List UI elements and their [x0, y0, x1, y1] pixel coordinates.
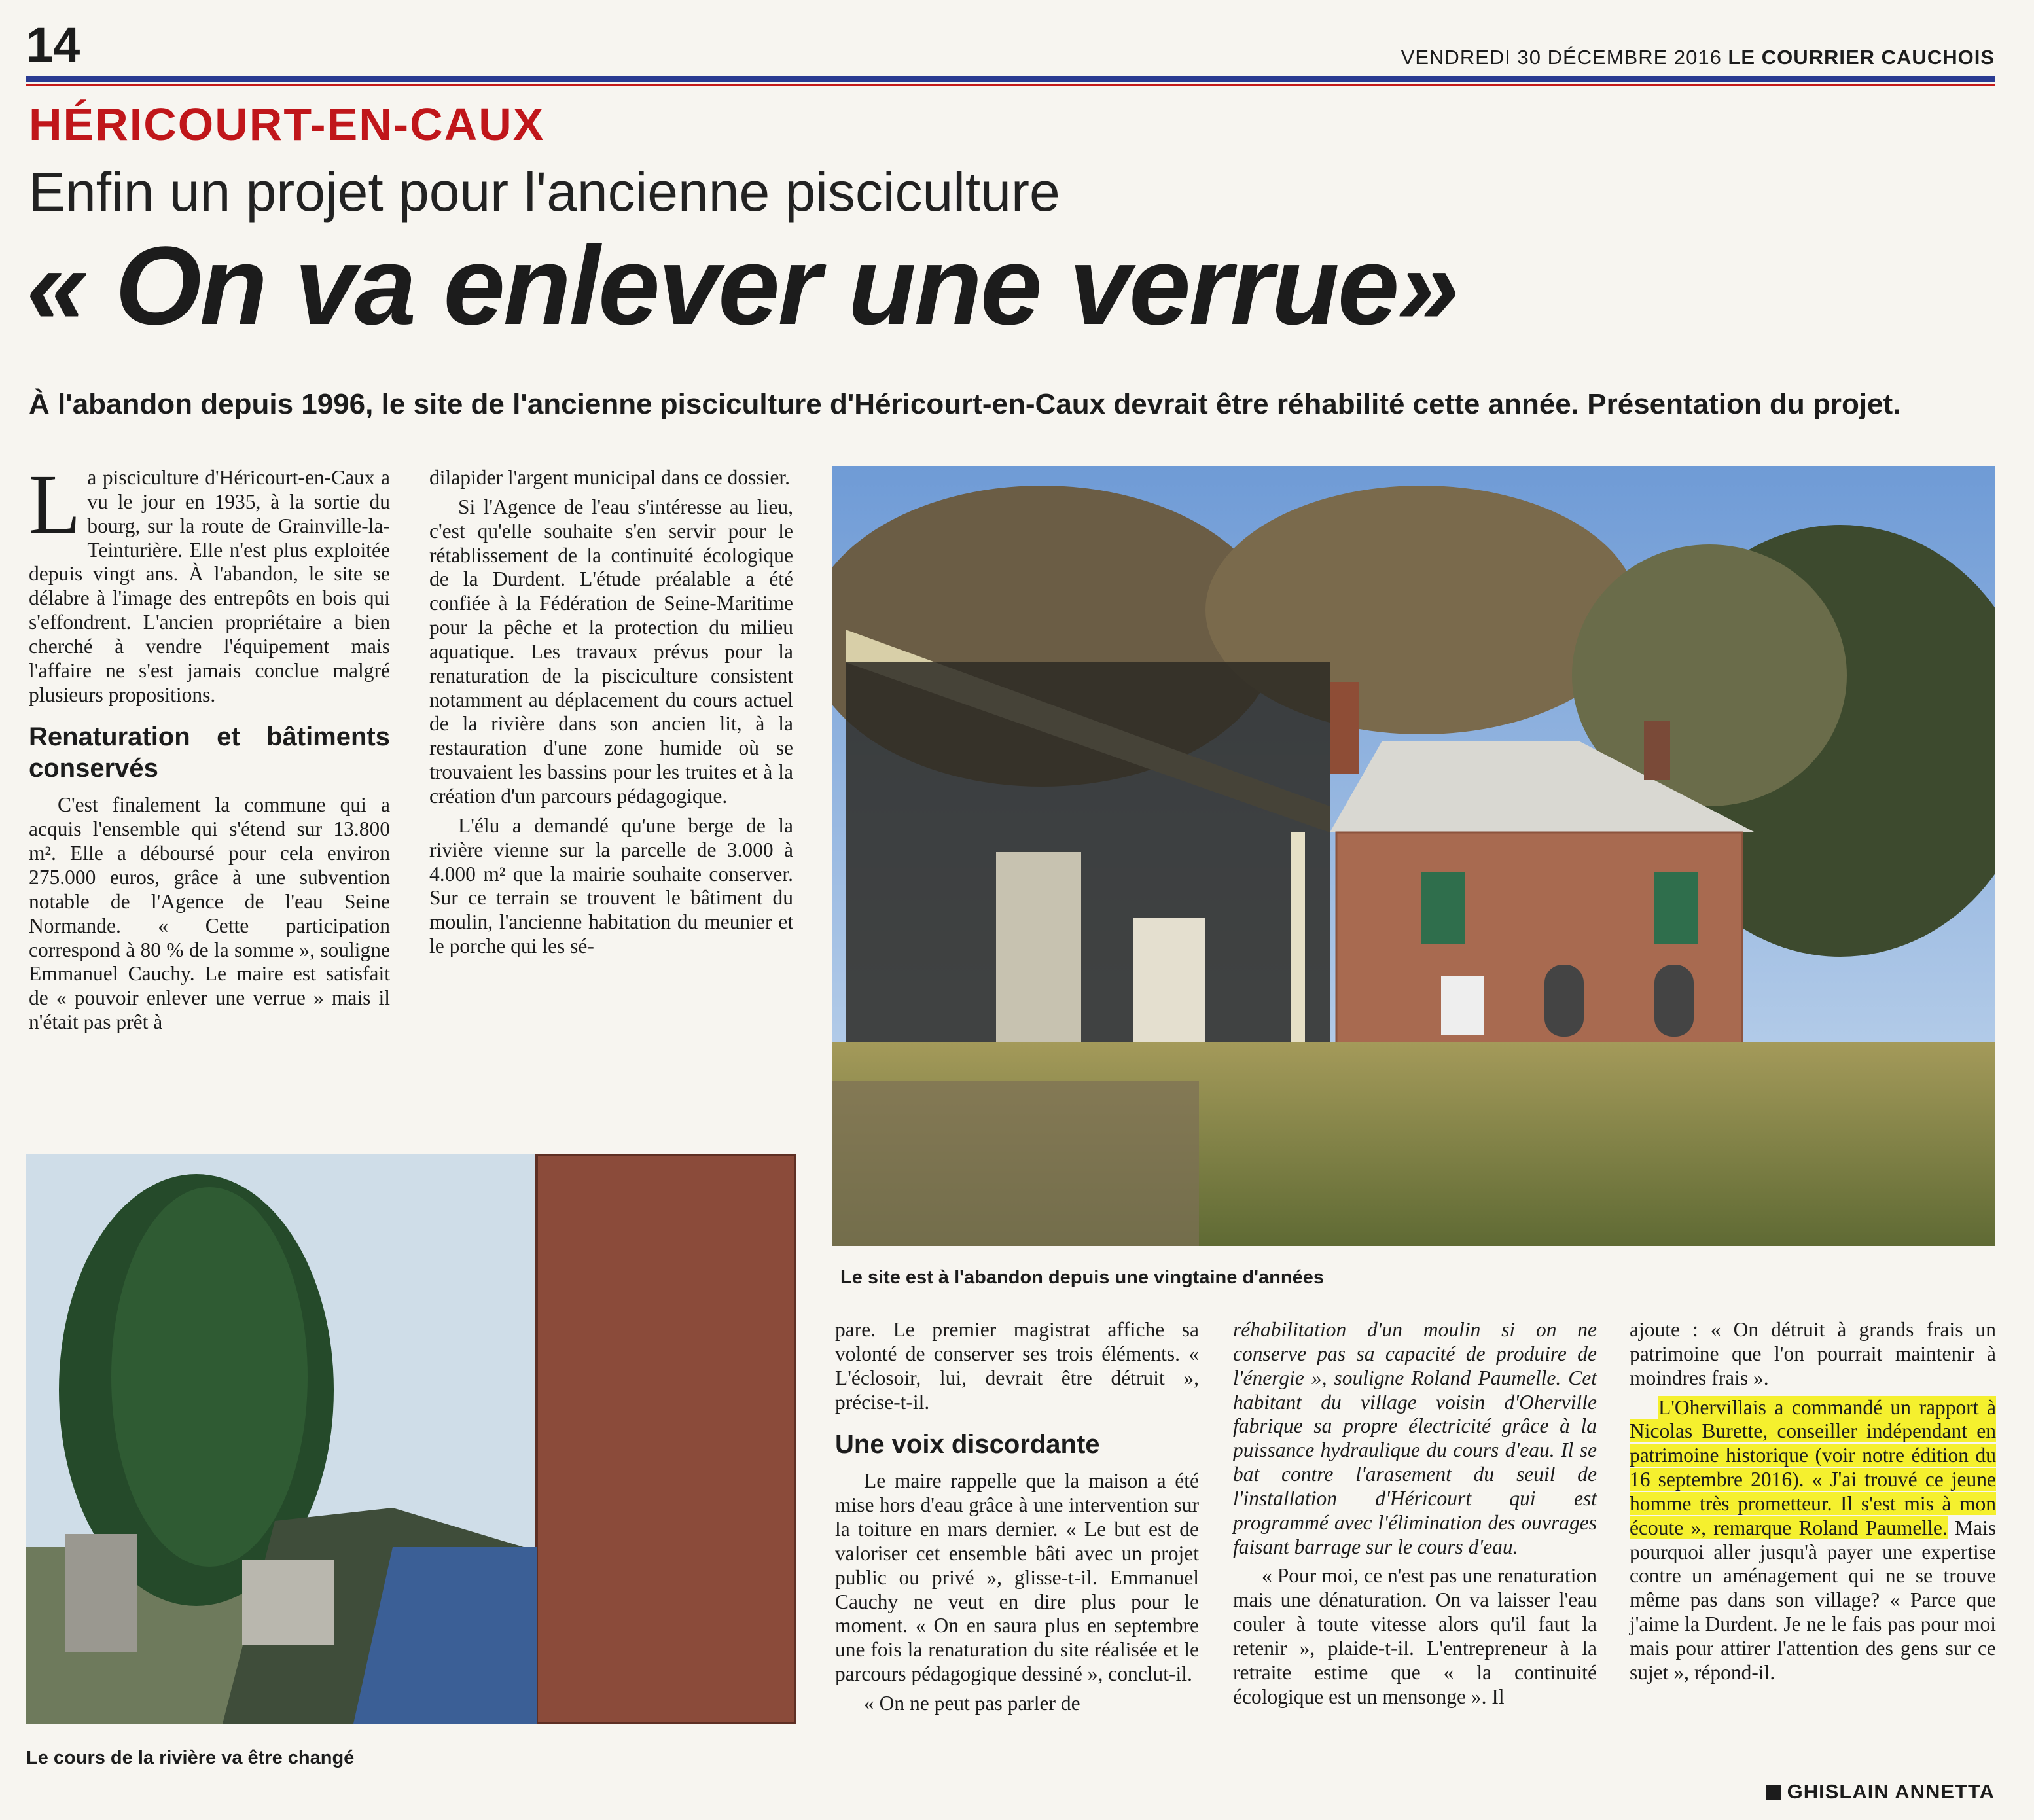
paragraph-continuation: Mais pourquoi aller jusqu'à payer une expertise contre un aménagement qui ne se trouve même pas dans son village? « Parce que j'aime la Durdent. Je ne le fais pas pour moi mais pour attirer l'attention des gens sur ce sujet », répond-il. [1630, 1516, 1996, 1684]
article-column-4 [1233, 1318, 1597, 1709]
highlighted-passage: L'Ohervillais a commandé un rapport à Nicolas Burette, conseiller indépendant en patrimoine historique (voir notre édition du 16 septembre 2016). « J'ai trouvé ce jeune homme très prometteur. Il s'est mis à mon écoute », remarque Roland Paumelle. [1630, 1395, 1996, 1539]
paragraph: « Pour moi, ce n'est pas une renaturation mais une dénaturation. On va laisser l'eau couler à toute vitesse alors qu'il faut la retenir », plaide-t-il. L'entrepreneur à la retraite estime que « la continuité écologique est un mensonge ». Il [1233, 1564, 1597, 1708]
issue-date: VENDREDI 30 DÉCEMBRE 2016 [1401, 46, 1722, 69]
article-lead: À l'abandon depuis 1996, le site de l'ancienne pisciculture d'Héricourt-en-Caux devrait être réhabilité cette année. Présentation du projet. [29, 388, 1901, 420]
paragraph: C'est finalement la commune qui a acquis l'ensemble qui s'étend sur 13.800 m². Elle a déboursé pour cela environ 275.000 euros, grâce à une subvention notable de l'Agence de l'eau Seine Normande. « Cette participation correspond à 80 % de la somme », souligne Emmanuel Cauchy. Le maire est satisfait de « pouvoir enlever une verrue » mais il n'était pas prêt à [29, 793, 390, 1034]
paragraph: pare. Le premier magistrat affiche sa volonté de conserver ses trois éléments. « L'éclosoir, lui, devrait être détruit », précise-t-il. [835, 1318, 1199, 1414]
paragraph: « On ne peut pas parler de [864, 1691, 1080, 1715]
article-column-2 [429, 466, 793, 959]
river-photo-illustration [26, 1154, 796, 1724]
drop-cap: L [29, 457, 81, 552]
river-photo-caption: Le cours de la rivière va être changé [26, 1747, 355, 1768]
paragraph: réhabilitation d'un moulin si on ne conserve pas sa capacité de produire de l'énergie », souligne Roland Paumelle. Cet habitant du village voisin d'Oherville fabrique sa propre électricité grâce à la puissance hydraulique du cours d'eau. Il se bat contre l'arasement du seuil de l'installation d'Héricourt qui est programmé avec l'élimination des ouvrages faisant barrage sur le cours d'eau. [1233, 1318, 1597, 1558]
river-photo [26, 1154, 796, 1724]
paragraph: L'élu a demandé qu'une berge de la rivière vienne sur la parcelle de 3.000 à 4.000 m² que la mairie souhaite conserver. Sur ce terrain se trouvent le bâtiment du moulin, l'ancienne habitation du meunier et le porche qui les sé- [429, 813, 793, 958]
byline-square-icon [1766, 1785, 1781, 1800]
paragraph: a pisciculture d'Héricourt-en-Caux a vu le jour en 1935, à la sortie du bourg, sur la route de Grainville-la-Teinturière. Elle n'est plus exploitée depuis vingt ans. À l'abandon, le site se délabre à l'image des entrepôts en bois qui s'effondrent. L'ancien propriétaire a bien cherché à vendre l'équipement mais l'affaire ne s'est jamais conclue malgré plusieurs propositions. [29, 466, 390, 706]
byline [1766, 1780, 1995, 1804]
section-heading: Une voix discordante [835, 1430, 1100, 1459]
section-kicker: HÉRICOURT-EN-CAUX [29, 99, 545, 150]
main-photo-caption: Le site est à l'abandon depuis une vingtaine d'années [840, 1267, 1324, 1288]
paragraph [1630, 1396, 1996, 1685]
paragraph: Si l'Agence de l'eau s'intéresse au lieu, c'est qu'elle souhaite s'en servir pour le rétablissement de la continuité écologique de la Durdent. L'étude préalable a été confiée à la Fédération de Seine-Maritime pour la pêche et la protection du milieu aquatique. Les travaux prévus pour la renaturation de la pisciculture consistent notamment au déplacement du cours actuel de la rivière dans son ancien lit, à la restauration d'une zone humide où se trouvaient les bassins pour les truites et à la création d'un parcours pédagogique. [429, 495, 793, 808]
header-rule-blue [26, 76, 1995, 82]
article-column-1 [29, 457, 390, 1035]
article-column-3 [835, 1318, 1199, 1716]
paragraph: Le maire rappelle que la maison a été mise hors d'eau grâce à une intervention sur la toiture en mars dernier. « Le but est de valoriser cet ensemble bâti avec un projet public ou privé », glisse-t-il. Emmanuel Cauchy ne veut en dire plus pour le moment. « On en saura plus en septembre une fois la renaturation du site réalisée et le parcours pédagogique dessiné », conclut-il. [835, 1469, 1199, 1686]
main-photo-illustration [832, 466, 1995, 1246]
main-photo-abandoned-fish-farm [832, 466, 1995, 1246]
article-subhead: Enfin un projet pour l'ancienne pisciculture [29, 161, 1060, 223]
section-heading: Renaturation et bâtiments conservés [29, 723, 390, 783]
newspaper-name: LE COURRIER CAUCHOIS [1728, 46, 1995, 69]
article-column-5 [1630, 1318, 1996, 1685]
author-name: GHISLAIN ANNETTA [1787, 1780, 1995, 1803]
paragraph: ajoute : « On détruit à grands frais un patrimoine que l'on pourrait maintenir à moindres frais ». [1630, 1318, 1996, 1389]
page-number: 14 [26, 18, 80, 72]
article-headline: « On va enlever une verrue» [26, 224, 1457, 348]
header-rule-red [26, 84, 1995, 86]
paragraph: dilapider l'argent municipal dans ce dossier. [429, 466, 790, 489]
dateline [1401, 46, 1995, 69]
